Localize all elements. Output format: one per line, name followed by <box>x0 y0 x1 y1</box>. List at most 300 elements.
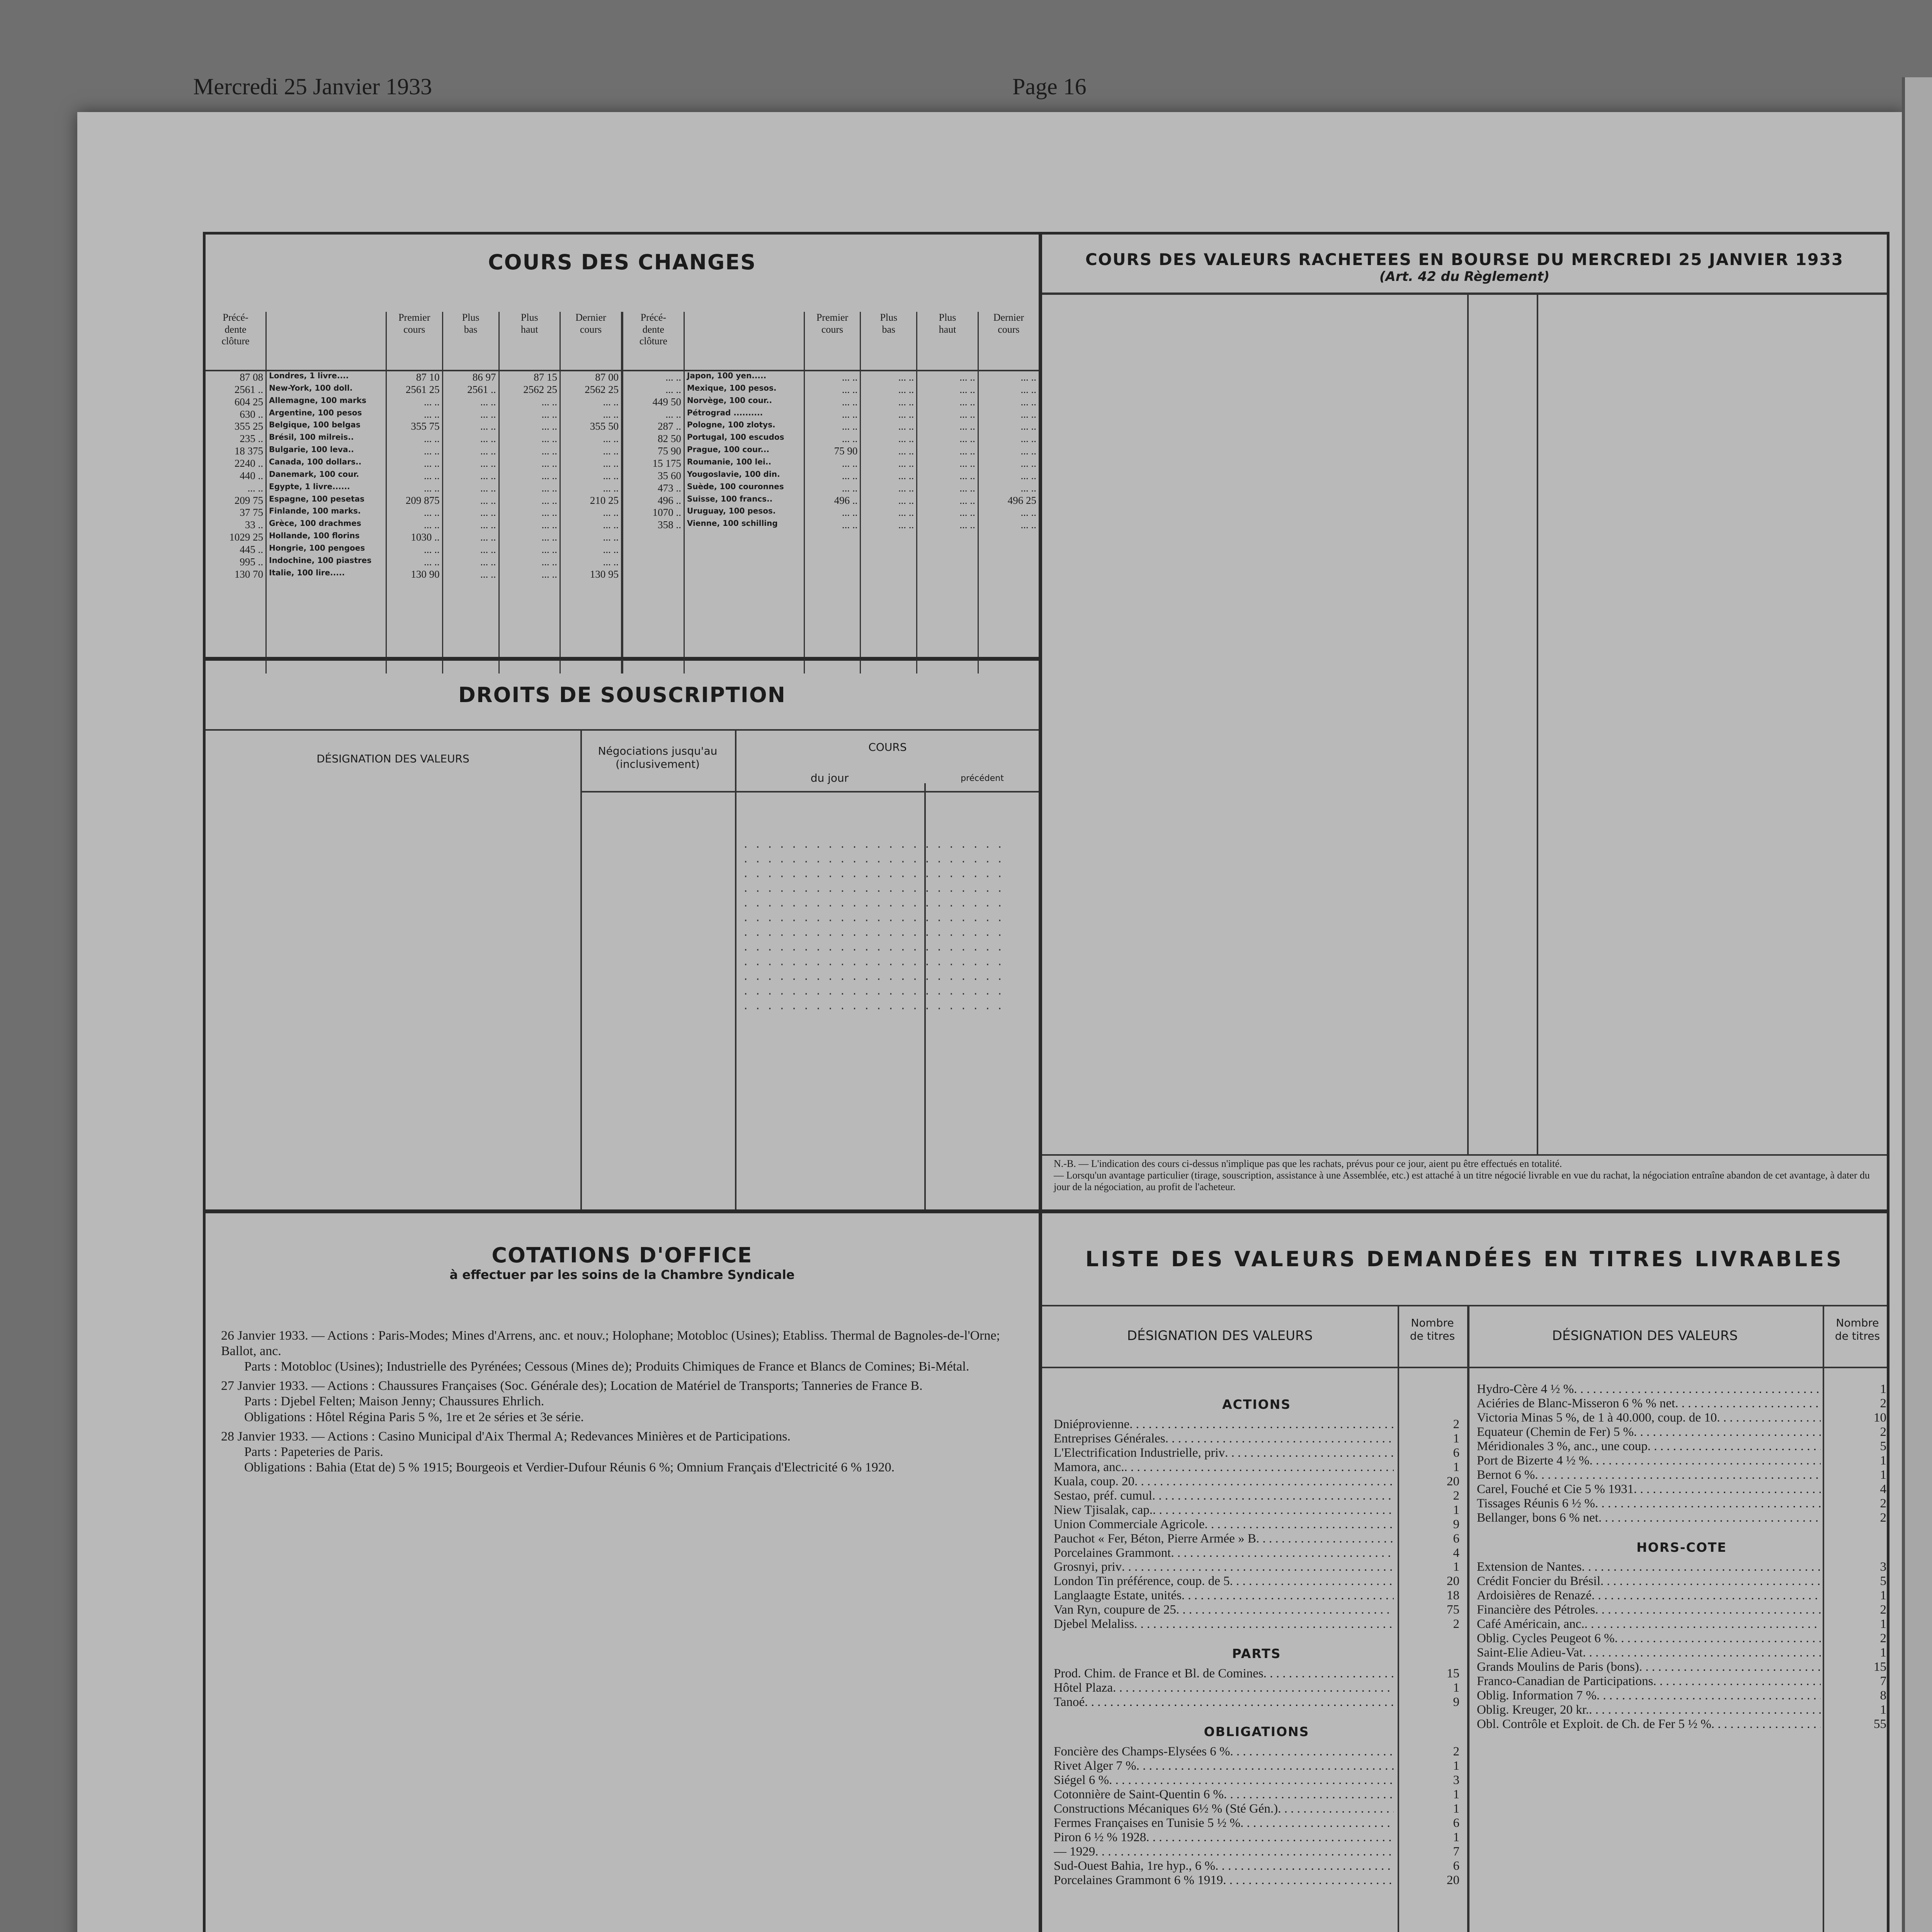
list-row <box>1054 1560 1459 1574</box>
rate-value: 355 50 <box>560 420 622 433</box>
rate-value: ... .. <box>560 531 622 544</box>
rate-value: ... .. <box>917 457 978 470</box>
rachetees-title: COURS DES VALEURS RACHETEES EN BOURSE DU MERCREDI 25 JANVIER 1933 <box>1085 250 1844 269</box>
rate-value: 496 .. <box>622 495 684 507</box>
currency-name: New-York, 100 doll. <box>266 384 386 396</box>
changes-row <box>206 519 1039 531</box>
rate-value: ... .. <box>861 495 917 507</box>
livrables-col-nombre-right: Nombre de titres <box>1835 1316 1880 1342</box>
currency-name: Belgique, 100 belgas <box>266 420 386 433</box>
list-row <box>1477 1603 1886 1617</box>
row-count: 20 <box>1447 1574 1459 1588</box>
rate-value: ... .. <box>442 531 499 544</box>
row-name: Extension de Nantes <box>1477 1560 1582 1574</box>
rate-value: 630 .. <box>240 408 264 420</box>
cotations-paragraph: 26 Janvier 1933. — Actions : Paris-Modes; Mines d'Arrens, anc. et nouv.; Holophane; Motobloc (Usines); Etabliss. Thermal de Bagnoles-de-l'Orne; Ballot, anc. <box>221 1328 1000 1359</box>
row-leader <box>1639 1660 1821 1674</box>
rate-value: ... .. <box>560 482 622 495</box>
rate-value: ... .. <box>804 457 861 470</box>
row-leader <box>1278 1802 1394 1816</box>
list-row <box>1477 1617 1886 1631</box>
rate-value: 87 15 <box>499 371 560 384</box>
souscription-col-designation: DÉSIGNATION DES VALEURS <box>316 752 469 765</box>
changes-row <box>206 445 1039 457</box>
rate-value: ... .. <box>861 396 917 408</box>
row-leader <box>1109 1773 1394 1787</box>
row-count: 55 <box>1874 1717 1886 1731</box>
rate-value: ... .. <box>917 371 978 384</box>
list-row <box>1477 1396 1886 1411</box>
rate-value: ... .. <box>499 507 560 519</box>
rate-value <box>804 568 861 581</box>
row-leader <box>1599 1511 1821 1525</box>
changes-col-header: Dernier cours <box>560 312 622 371</box>
row-leader <box>1585 1617 1821 1631</box>
row-name: Café Américain, anc. <box>1477 1617 1585 1631</box>
list-row <box>1054 1460 1459 1475</box>
row-leader <box>1129 1417 1394 1432</box>
row-name: London Tin préférence, coup. de 5 <box>1054 1574 1230 1588</box>
row-count: 1 <box>1880 1703 1886 1717</box>
changes-col-header: Plus haut <box>499 312 560 371</box>
livrables-col-nombre-left: Nombre de titres <box>1410 1316 1455 1342</box>
row-name: Porcelaines Grammont 6 % 1919 <box>1054 1873 1223 1887</box>
row-leader <box>1589 1703 1821 1717</box>
row-count: 1 <box>1880 1382 1886 1396</box>
row-leader <box>1574 1382 1821 1396</box>
rate-value: ... .. <box>861 519 917 531</box>
rate-value: 86 97 <box>442 371 499 384</box>
livrables-left-list <box>1054 1382 1459 1888</box>
currency-name: Portugal, 100 escudos <box>684 433 804 445</box>
list-row <box>1477 1689 1886 1703</box>
rate-value: ... .. <box>622 384 684 396</box>
row-leader <box>1136 1759 1394 1773</box>
row-leader <box>1152 1489 1394 1503</box>
header-page-number: Page 16 <box>1012 74 1087 99</box>
list-row <box>1477 1425 1886 1439</box>
row-leader <box>1225 1446 1394 1460</box>
list-row <box>1477 1411 1886 1425</box>
rate-value: 1070 .. <box>622 507 684 519</box>
row-count: 2 <box>1880 1425 1886 1439</box>
row-count: 1 <box>1453 1503 1459 1517</box>
rate-value: ... .. <box>917 507 978 519</box>
row-leader <box>1615 1631 1821 1646</box>
cotations-paragraph: Parts : Motobloc (Usines); Industrielle des Pyrénées; Cessous (Mines de); Produits Chimiques de France et Blancs de Comines; Bi-Métal. <box>244 1359 969 1374</box>
rate-value: ... .. <box>917 396 978 408</box>
row-count: 1 <box>1453 1681 1459 1695</box>
rate-value: ... .. <box>804 396 861 408</box>
list-row <box>1477 1382 1886 1396</box>
rachetees-note: N.-B. — L'indication des cours ci-dessus n'implique pas que les rachats, prévus pour ce jour, aient pu être effectués en totalité. — Lorsqu'un avantage particulier (tirage, souscription, assistance à une Assemblée, etc.) est attaché à un titre négocié livrable en vue du rachat, la négociation entraîne abandon de cet avantage, à dater du jour de la négociation, au profit de l'acheteur. <box>1054 1158 1870 1192</box>
row-leader <box>1535 1468 1821 1482</box>
row-leader <box>1171 1546 1394 1560</box>
rate-value: ... .. <box>499 408 560 421</box>
row-leader <box>1223 1873 1394 1888</box>
row-name: Tanoé <box>1054 1695 1085 1709</box>
row-count: 2 <box>1453 1417 1459 1431</box>
rate-value: ... .. <box>804 384 861 396</box>
row-count: 6 <box>1453 1859 1459 1873</box>
list-row <box>1054 1695 1459 1709</box>
rate-value: 496 .. <box>804 495 861 507</box>
rate-value: ... .. <box>386 433 442 445</box>
rate-value: 1029 25 <box>229 531 264 543</box>
row-count: 1 <box>1880 1646 1886 1660</box>
row-name: Fermes Françaises en Tunisie 5 ½ % <box>1054 1816 1241 1830</box>
row-count: 5 <box>1880 1574 1886 1588</box>
list-row <box>1054 1745 1459 1759</box>
row-leader <box>1589 1454 1821 1468</box>
changes-row <box>206 568 1039 581</box>
row-count: 1 <box>1880 1468 1886 1482</box>
livrables-col-designation-left: DÉSIGNATION DES VALEURS <box>1127 1328 1313 1344</box>
changes-row <box>206 482 1039 495</box>
rate-value: 18 375 <box>234 445 264 457</box>
rate-value: 75 90 <box>804 445 861 457</box>
row-name: Equateur (Chemin de Fer) 5 % <box>1477 1425 1634 1439</box>
currency-name <box>684 556 804 568</box>
list-row <box>1477 1439 1886 1454</box>
rate-value: ... .. <box>978 371 1039 384</box>
row-count: 7 <box>1453 1844 1459 1859</box>
rate-value: ... .. <box>861 433 917 445</box>
row-name: — 1929 <box>1054 1844 1095 1859</box>
souscription-col-negociations: Négociations jusqu'au (inclusivement) <box>598 745 718 770</box>
rate-value: ... .. <box>560 433 622 445</box>
rate-value: ... .. <box>560 544 622 556</box>
livrables-right-list <box>1477 1382 1886 1731</box>
row-leader <box>1176 1603 1394 1617</box>
row-name: Dniéprovienne <box>1054 1417 1130 1431</box>
rate-value: 440 .. <box>240 469 264 481</box>
rate-value: 87 00 <box>560 371 622 384</box>
changes-row <box>206 396 1039 408</box>
rate-value: ... .. <box>804 433 861 445</box>
livrables-obligations-title: OBLIGATIONS <box>1204 1724 1310 1740</box>
rate-value: ... .. <box>442 556 499 568</box>
livrables-hors-cote-title: HORS-COTE <box>1636 1539 1727 1555</box>
souscription-col-du-jour: du jour <box>810 772 849 784</box>
row-name: Hôtel Plaza <box>1054 1681 1113 1695</box>
rate-value: 15 175 <box>622 457 684 470</box>
list-row <box>1477 1468 1886 1482</box>
rate-value: ... .. <box>499 470 560 482</box>
rate-value: 82 50 <box>622 433 684 445</box>
rate-value: 355 25 <box>234 420 264 432</box>
rate-value: ... .. <box>499 396 560 408</box>
currency-name: Italie, 100 lire..... <box>266 568 386 581</box>
row-name: Oblig. Cycles Peugeot 6 % <box>1477 1631 1615 1646</box>
currency-name: Allemagne, 100 marks <box>266 396 386 408</box>
row-count: 4 <box>1453 1546 1459 1560</box>
rate-value: ... .. <box>560 519 622 531</box>
rate-value <box>978 544 1039 556</box>
rate-value: ... .. <box>804 519 861 531</box>
changes-row <box>206 470 1039 482</box>
row-name: Méridionales 3 %, anc., une coup <box>1477 1439 1648 1453</box>
currency-name: Vienne, 100 schilling <box>684 519 804 531</box>
currency-name: Brésil, 100 milreis.. <box>266 433 386 445</box>
rate-value: ... .. <box>560 457 622 470</box>
souscription-placeholder-dots: . . . . . . . . . . . . . . . . . . . . . . . . . . . . . . . . . . . . . . . . . . . . . . . . . . . . . . . . . . . . . . . . . . . . . . . . . . . . . . . . . . . . . . . . . . . . . . . . . . . . . . . . . . . . . . . . . . . . . . . . . . . . . . . . . . . . . . . . . . . . . . . . . . . . . . . . . . . . . . . . . . . . . . . . . . . . . . . . . . . . . . . . . . . . . . . . . . . . . . . . . . . . . . . . . . . . . . . . . . . . . . . . . . . . . . . . . . . . . . . . . . . . . . . . . . . . . . . . . . . . . . . . <box>743 839 1003 1012</box>
list-row <box>1054 1802 1459 1816</box>
changes-row <box>206 408 1039 421</box>
rate-value <box>804 544 861 556</box>
rate-value: 358 .. <box>622 519 684 531</box>
row-leader <box>1582 1560 1821 1574</box>
row-count: 9 <box>1453 1695 1459 1709</box>
cotations-paragraph: 27 Janvier 1933. — Actions : Chaussures Françaises (Soc. Générale des); Location de Matériel de Transports; Tanneries de France B. <box>221 1379 923 1393</box>
currency-name: Finlande, 100 marks. <box>266 507 386 519</box>
cotations-subtitle: à effectuer par les soins de la Chambre Syndicale <box>449 1267 795 1282</box>
currency-name: Pétrograd .......... <box>684 408 804 421</box>
rate-value: 210 25 <box>560 495 622 507</box>
livrables-section <box>1039 1209 1889 1932</box>
rate-value: 75 90 <box>622 445 684 457</box>
row-name: Mamora, anc. <box>1054 1460 1124 1474</box>
row-name: Obl. Contrôle et Exploit. de Ch. de Fer 5 ½ % <box>1477 1717 1711 1731</box>
list-row <box>1054 1617 1459 1631</box>
rate-value: ... .. <box>386 470 442 482</box>
rate-value: ... .. <box>386 445 442 457</box>
rate-value: 2561 .. <box>234 383 264 395</box>
currency-name: Hongrie, 100 pengoes <box>266 544 386 556</box>
row-name: Saint-Elie Adieu-Vat <box>1477 1646 1583 1660</box>
row-count: 6 <box>1453 1531 1459 1546</box>
changes-title: COURS DES CHANGES <box>488 250 756 274</box>
changes-row <box>206 495 1039 507</box>
rate-value: ... .. <box>386 519 442 531</box>
rate-value: 995 .. <box>240 556 264 568</box>
row-leader <box>1595 1603 1821 1617</box>
changes-col-header: Plus haut <box>917 312 978 371</box>
rate-value: ... .. <box>861 482 917 495</box>
row-name: Langlaagte Estate, unités <box>1054 1588 1182 1603</box>
livrables-parts-title: PARTS <box>1232 1646 1281 1662</box>
row-count: 1 <box>1880 1588 1886 1603</box>
rate-value: ... .. <box>499 544 560 556</box>
list-row <box>1054 1503 1459 1517</box>
list-row <box>1054 1873 1459 1888</box>
row-leader <box>1134 1475 1394 1489</box>
row-count: 8 <box>1880 1689 1886 1703</box>
row-leader <box>1634 1482 1821 1497</box>
row-name: Grands Moulins de Paris (bons) <box>1477 1660 1639 1674</box>
souscription-title: DROITS DE SOUSCRIPTION <box>458 683 786 707</box>
row-leader <box>1085 1695 1394 1709</box>
rate-value: ... .. <box>978 519 1039 531</box>
changes-row <box>206 507 1039 519</box>
list-row <box>1054 1603 1459 1617</box>
rate-value: ... .. <box>978 457 1039 470</box>
rate-value: ... .. <box>499 457 560 470</box>
rate-value: 445 .. <box>240 544 264 556</box>
rate-value: 355 75 <box>386 420 442 433</box>
rate-value: ... .. <box>804 470 861 482</box>
row-name: Van Ryn, coupure de 25 <box>1054 1603 1176 1617</box>
row-count: 20 <box>1447 1873 1459 1887</box>
rate-value: ... .. <box>442 495 499 507</box>
row-name: Cotonnière de Saint-Quentin 6 % <box>1054 1787 1224 1801</box>
rate-value <box>861 531 917 544</box>
rate-value: 604 25 <box>234 396 264 408</box>
list-row <box>1477 1660 1886 1674</box>
row-name: Oblig. Information 7 % <box>1477 1689 1597 1703</box>
row-name: Bernot 6 % <box>1477 1468 1535 1482</box>
changes-col-header: Précé- dente clôture <box>206 312 266 371</box>
changes-row <box>206 544 1039 556</box>
row-count: 7 <box>1880 1674 1886 1689</box>
row-name: Rivet Alger 7 % <box>1054 1759 1136 1773</box>
list-row <box>1477 1574 1886 1588</box>
rate-value: 130 90 <box>386 568 442 581</box>
row-name: Foncière des Champs-Elysées 6 % <box>1054 1745 1230 1759</box>
rate-value: ... .. <box>978 482 1039 495</box>
row-name: Port de Bizerte 4 ½ % <box>1477 1453 1590 1468</box>
rate-value: 209 75 <box>234 494 264 506</box>
rate-value: 33 .. <box>245 519 264 531</box>
row-count: 1 <box>1453 1830 1459 1844</box>
rate-value: ... .. <box>978 408 1039 421</box>
rate-value: 496 25 <box>978 495 1039 507</box>
currency-name: Prague, 100 cour... <box>684 445 804 457</box>
row-leader <box>1256 1532 1394 1546</box>
row-count: 3 <box>1453 1773 1459 1787</box>
currency-name: Uruguay, 100 pesos. <box>684 507 804 519</box>
rate-value: 87 10 <box>386 371 442 384</box>
rate-value: ... .. <box>978 396 1039 408</box>
souscription-section <box>203 657 1041 1213</box>
rate-value: 1030 .. <box>386 531 442 544</box>
rate-value: ... .. <box>804 482 861 495</box>
row-count: 2 <box>1880 1496 1886 1510</box>
rate-value: ... .. <box>442 482 499 495</box>
rate-value: 37 75 <box>240 507 264 519</box>
rate-value: ... .. <box>622 408 684 421</box>
currency-name: Hollande, 100 florins <box>266 531 386 544</box>
row-leader <box>1240 1816 1394 1830</box>
list-row <box>1054 1859 1459 1873</box>
currency-name <box>684 531 804 544</box>
list-row <box>1477 1646 1886 1660</box>
rate-value: ... .. <box>917 470 978 482</box>
currency-name <box>684 568 804 581</box>
rate-value <box>978 568 1039 581</box>
rachetees-section <box>1039 232 1889 1213</box>
row-name: Siégel 6 % <box>1054 1773 1109 1787</box>
row-name: Financière des Pétroles <box>1477 1603 1595 1617</box>
row-name: Piron 6 ½ % 1928 <box>1054 1830 1146 1844</box>
list-row <box>1054 1759 1459 1773</box>
rate-value: ... .. <box>861 371 917 384</box>
row-count: 6 <box>1453 1446 1459 1460</box>
row-count: 15 <box>1447 1667 1459 1681</box>
rate-value <box>622 568 684 581</box>
currency-name: Japon, 100 yen..... <box>684 371 804 384</box>
row-leader <box>1583 1646 1821 1660</box>
row-leader <box>1146 1830 1394 1845</box>
row-count: 2 <box>1880 1631 1886 1646</box>
row-leader <box>1095 1845 1394 1859</box>
changes-col-header: Précé- dente clôture <box>622 312 684 371</box>
rachetees-subtitle: (Art. 42 du Règlement) <box>1379 269 1550 284</box>
rate-value: 449 50 <box>622 396 684 408</box>
row-count: 1 <box>1880 1453 1886 1468</box>
rate-value: ... .. <box>861 445 917 457</box>
list-row <box>1054 1574 1459 1588</box>
souscription-col-precedent: précédent <box>961 774 1004 783</box>
changes-table <box>206 312 1039 673</box>
rate-value <box>861 568 917 581</box>
row-leader <box>1264 1667 1394 1681</box>
rate-value <box>861 544 917 556</box>
rate-value <box>622 544 684 556</box>
rate-value: ... .. <box>861 420 917 433</box>
rate-value <box>804 556 861 568</box>
row-count: 2 <box>1453 1488 1459 1503</box>
rate-value: ... .. <box>499 445 560 457</box>
row-name: Hydro-Cère 4 ½ % <box>1477 1382 1574 1396</box>
rate-value: ... .. <box>978 433 1039 445</box>
cotations-paragraph: Parts : Djebel Felten; Maison Jenny; Chaussures Ehrlich. <box>244 1394 544 1409</box>
rate-value: ... .. <box>861 408 917 421</box>
row-name: Ardoisières de Renazé <box>1477 1588 1592 1603</box>
row-leader <box>1600 1574 1821 1588</box>
rate-value: 130 70 <box>234 568 264 580</box>
changes-col-header: Premier cours <box>386 312 442 371</box>
list-row <box>1477 1588 1886 1603</box>
row-name: Pauchot « Fer, Béton, Pierre Armée » B <box>1054 1531 1256 1546</box>
rate-value: ... .. <box>861 457 917 470</box>
rate-value: ... .. <box>499 495 560 507</box>
list-row <box>1477 1631 1886 1646</box>
list-row <box>1477 1560 1886 1574</box>
row-leader <box>1165 1432 1394 1446</box>
row-count: 6 <box>1453 1816 1459 1830</box>
list-row <box>1054 1845 1459 1859</box>
currency-name: Yougoslavie, 100 din. <box>684 470 804 482</box>
row-count: 1 <box>1453 1560 1459 1574</box>
rate-value: ... .. <box>560 396 622 408</box>
row-name: Tissages Réunis 6 ½ % <box>1477 1496 1595 1510</box>
rate-value: ... .. <box>917 519 978 531</box>
changes-row <box>206 420 1039 433</box>
changes-col-header: Premier cours <box>804 312 861 371</box>
list-row <box>1477 1717 1886 1731</box>
rate-value: ... .. <box>442 445 499 457</box>
rate-value: ... .. <box>386 507 442 519</box>
currency-name: Norvège, 100 cour.. <box>684 396 804 408</box>
cotations-paragraph: 28 Janvier 1933. — Actions : Casino Municipal d'Aix Thermal A; Redevances Minières et de Participations. <box>221 1429 791 1444</box>
cotations-title: COTATIONS D'OFFICE <box>492 1243 753 1267</box>
row-leader <box>1224 1787 1394 1802</box>
rate-value: ... .. <box>861 507 917 519</box>
row-count: 4 <box>1880 1482 1886 1496</box>
currency-name: Espagne, 100 pesetas <box>266 495 386 507</box>
row-name: Grosnyi, priv <box>1054 1560 1122 1574</box>
list-row <box>1054 1588 1459 1603</box>
changes-section <box>203 232 1041 661</box>
row-count: 75 <box>1447 1603 1459 1617</box>
rate-value: 2561 .. <box>442 384 499 396</box>
list-row <box>1054 1816 1459 1830</box>
rate-value <box>917 531 978 544</box>
row-name: Kuala, coup. 20 <box>1054 1474 1134 1488</box>
changes-header-row <box>206 312 1039 371</box>
row-name: Oblig. Kreuger, 20 kr. <box>1477 1703 1589 1717</box>
